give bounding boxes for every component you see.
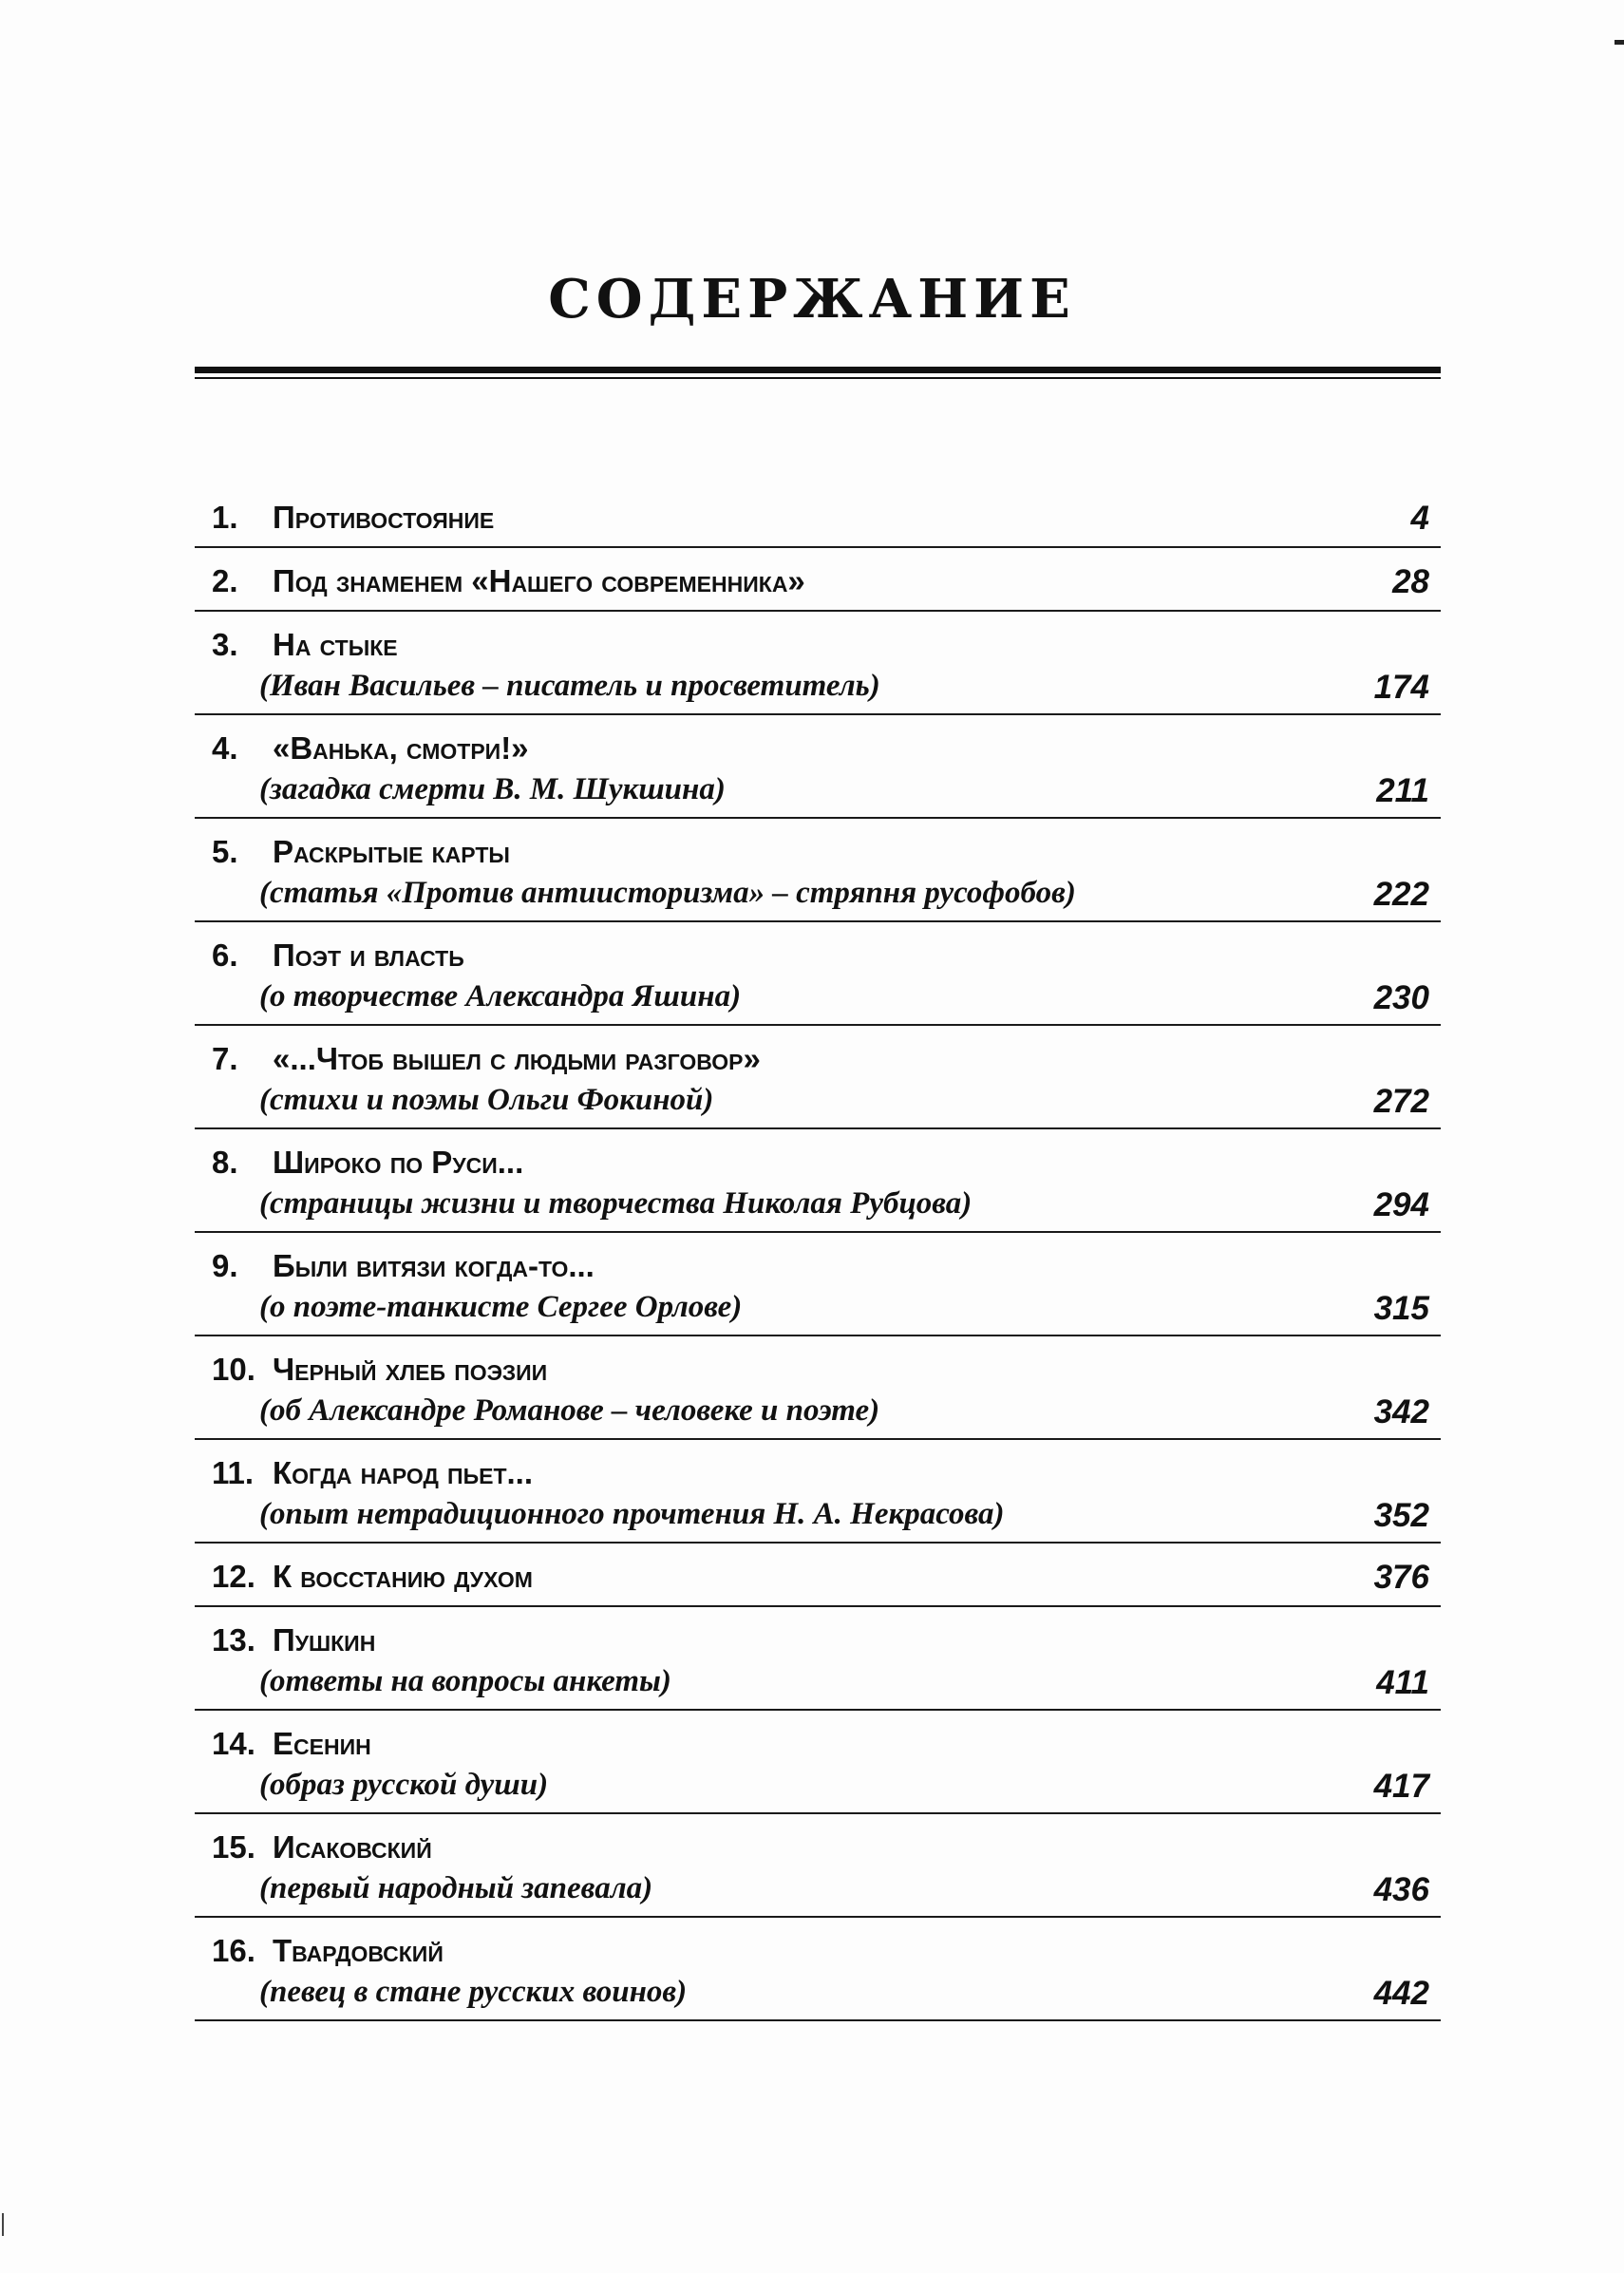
entry-number: 15. — [212, 1829, 255, 1865]
entry-subtitle: (первый народный запевала) — [259, 1871, 653, 1905]
entry-number: 11. — [212, 1455, 255, 1490]
toc-entry — [195, 612, 1441, 715]
entry-title: Широко по Руси... — [273, 1145, 524, 1180]
entry-number: 9. — [212, 1248, 238, 1283]
entry-number: 6. — [212, 938, 238, 973]
toc-entry — [195, 1129, 1441, 1233]
title-rule — [195, 377, 1441, 379]
entry-subtitle: (страницы жизни и творчества Николая Рубцова) — [259, 1186, 973, 1221]
scan-artifact-mark — [2, 2213, 4, 2236]
entry-page-number: 417 — [1373, 1768, 1429, 1805]
entry-title: Есенин — [273, 1726, 371, 1761]
entry-number: 1. — [212, 500, 238, 535]
toc-entry — [195, 922, 1441, 1026]
entry-number: 16. — [212, 1933, 255, 1968]
entry-page-number: 28 — [1392, 563, 1429, 600]
entry-title: Исаковский — [273, 1829, 432, 1865]
toc-entry — [195, 1544, 1441, 1607]
entry-subtitle: (образ русской души) — [259, 1768, 549, 1802]
toc-entry — [195, 1026, 1441, 1129]
toc-entry — [195, 1336, 1441, 1440]
entry-title: К восстанию духом — [273, 1559, 533, 1594]
entry-page-number: 411 — [1376, 1664, 1429, 1701]
title-rule — [195, 367, 1441, 373]
entry-page-number: 342 — [1373, 1393, 1429, 1430]
entry-subtitle: (опыт нетрадиционного прочтения Н. А. Некрасова) — [259, 1497, 1005, 1531]
entry-number: 4. — [212, 730, 238, 766]
entry-page-number: 436 — [1373, 1871, 1429, 1908]
entry-title: Черный хлеб поэзии — [273, 1352, 548, 1387]
entry-title: Под знаменем «Нашего современника» — [273, 563, 805, 598]
toc-entry — [195, 1711, 1441, 1814]
entry-number: 10. — [212, 1352, 255, 1387]
entry-page-number: 174 — [1373, 669, 1429, 706]
scan-artifact-mark — [1615, 40, 1624, 45]
entry-subtitle: (об Александре Романове – человеке и поэте) — [259, 1393, 880, 1428]
entry-page-number: 315 — [1373, 1290, 1429, 1327]
page-title: СОДЕРЖАНИЕ — [548, 268, 1076, 331]
entry-number: 12. — [212, 1559, 255, 1594]
entry-number: 14. — [212, 1726, 255, 1761]
entry-number: 3. — [212, 627, 238, 662]
entry-title: Были витязи когда-то... — [273, 1248, 595, 1283]
toc-list — [195, 484, 1441, 2021]
toc-entry — [195, 715, 1441, 819]
entry-page-number: 4 — [1410, 500, 1429, 537]
entry-title: Противостояние — [273, 500, 495, 535]
entry-title: Когда народ пьет... — [273, 1455, 534, 1490]
entry-page-number: 211 — [1376, 772, 1429, 809]
toc-entry — [195, 1233, 1441, 1336]
entry-subtitle: (загадка смерти В. М. Шукшина) — [259, 772, 726, 806]
entry-number: 8. — [212, 1145, 238, 1180]
toc-entry — [195, 548, 1441, 612]
entry-page-number: 294 — [1373, 1186, 1429, 1223]
entry-title: На стыке — [273, 627, 398, 662]
entry-subtitle: (певец в стане русских воинов) — [259, 1975, 688, 2009]
entry-page-number: 352 — [1373, 1497, 1429, 1534]
toc-entry — [195, 484, 1441, 548]
entry-subtitle: (о творчестве Александра Яшина) — [259, 979, 742, 1013]
entry-subtitle: (ответы на вопросы анкеты) — [259, 1664, 671, 1698]
entry-number: 5. — [212, 834, 238, 869]
entry-page-number: 222 — [1373, 876, 1429, 913]
entry-number: 2. — [212, 563, 238, 598]
entry-page-number: 442 — [1373, 1975, 1429, 2012]
entry-title: Поэт и власть — [273, 938, 464, 973]
toc-entry — [195, 1440, 1441, 1544]
entry-subtitle: (Иван Васильев – писатель и просветитель) — [259, 669, 880, 703]
toc-entry — [195, 1607, 1441, 1711]
entry-page-number: 376 — [1373, 1559, 1429, 1596]
entry-subtitle: (о поэте-танкисте Сергее Орлове) — [259, 1290, 743, 1324]
entry-subtitle: (статья «Против антиисторизма» – стряпня русофобов) — [259, 876, 1076, 910]
entry-page-number: 272 — [1373, 1083, 1429, 1120]
entry-title: Пушкин — [273, 1622, 376, 1657]
entry-title: «...Чтоб вышел с людьми разговор» — [273, 1041, 761, 1076]
entry-number: 13. — [212, 1622, 255, 1657]
entry-title: Раскрытые карты — [273, 834, 510, 869]
entry-page-number: 230 — [1373, 979, 1429, 1016]
entry-title: Твардовский — [273, 1933, 444, 1968]
toc-entry — [195, 819, 1441, 922]
entry-subtitle: (стихи и поэмы Ольги Фокиной) — [259, 1083, 714, 1117]
entry-number: 7. — [212, 1041, 238, 1076]
toc-entry — [195, 1814, 1441, 1918]
entry-title: «Ванька, смотри!» — [273, 730, 529, 766]
toc-entry — [195, 1918, 1441, 2021]
